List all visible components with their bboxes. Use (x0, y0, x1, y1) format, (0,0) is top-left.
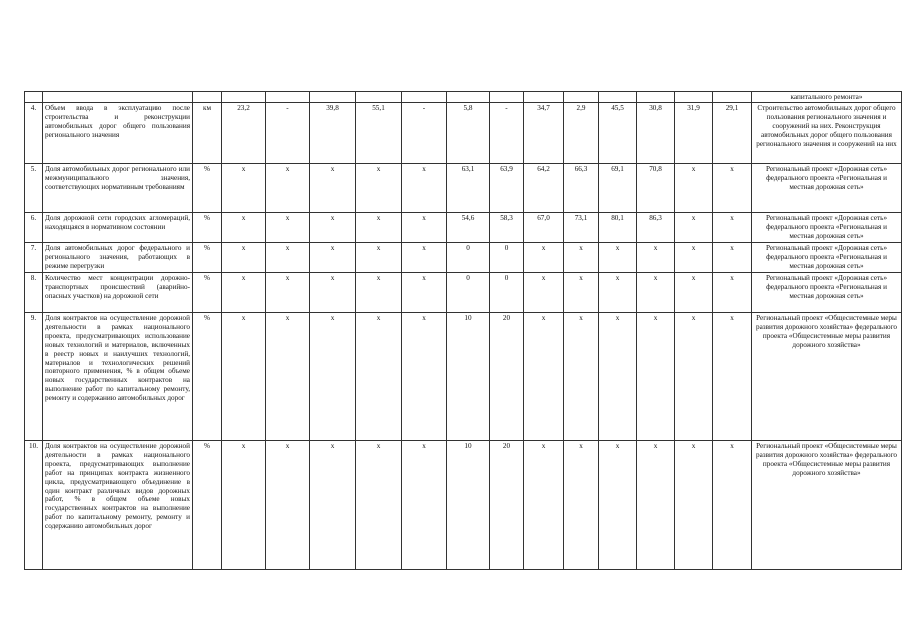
source-cell: Региональный проект «Общесистемные меры развития дорожного хозяйства» федерального проекта «Общесистемные меры развития дорожного хозяйства» (752, 441, 902, 570)
value-cell: x (266, 243, 310, 273)
value-cell: x (564, 313, 599, 441)
value-cell: x (356, 313, 402, 441)
value-cell: 58,3 (490, 213, 524, 243)
value-cell: x (266, 213, 310, 243)
value-cell: 80,1 (599, 213, 637, 243)
value-cell: x (222, 243, 266, 273)
unit-cell: км (193, 103, 222, 164)
value-cell: x (713, 164, 752, 213)
unit-cell: % (193, 313, 222, 441)
indicator-name-cell: Количество мест концентрации дорожно-транспортных происшествий (аварийно-опасных участков) на дорожной сети (43, 273, 193, 313)
value-cell: 67,0 (524, 213, 564, 243)
value-cell: - (490, 103, 524, 164)
value-cell: x (713, 441, 752, 570)
value-cell: x (222, 213, 266, 243)
value-cell: x (356, 273, 402, 313)
indicator-name-cell: Доля автомобильных дорог федерального и регионального значения, работающих в режиме перегрузки (43, 243, 193, 273)
value-cell: x (713, 273, 752, 313)
row-number-cell: 7. (25, 243, 43, 273)
value-cell: 0 (447, 243, 490, 273)
value-cell: x (599, 441, 637, 570)
value-cell: x (675, 273, 713, 313)
value-cell: - (402, 103, 447, 164)
value-cell: x (524, 441, 564, 570)
value-cell: 23,2 (222, 103, 266, 164)
value-cell: x (564, 273, 599, 313)
value-cell: x (564, 441, 599, 570)
value-cell: 45,5 (599, 103, 637, 164)
value-cell: x (310, 213, 356, 243)
value-cell: x (564, 243, 599, 273)
value-cell: x (637, 313, 675, 441)
source-cell: Региональный проект «Дорожная сеть» федерального проекта «Региональная и местная дорожная сеть» (752, 243, 902, 273)
indicator-name-cell: Доля дорожной сети городских агломераций, находящаяся в нормативном состоянии (43, 213, 193, 243)
source-cell: Региональный проект «Дорожная сеть» федерального проекта «Региональная и местная дорожная сеть» (752, 164, 902, 213)
table-row (25, 92, 902, 103)
value-cell: x (266, 441, 310, 570)
value-cell: x (222, 273, 266, 313)
value-cell: x (266, 313, 310, 441)
value-cell: 86,3 (637, 213, 675, 243)
row-number-cell: 4. (25, 103, 43, 164)
value-cell: x (402, 164, 447, 213)
value-cell: 39,8 (310, 103, 356, 164)
value-cell: 54,6 (447, 213, 490, 243)
value-cell: 0 (490, 243, 524, 273)
row-number-cell: 6. (25, 213, 43, 243)
value-cell: x (599, 273, 637, 313)
row-number-cell: 8. (25, 273, 43, 313)
indicators-table (24, 91, 902, 570)
table-row (25, 313, 902, 441)
value-cell: x (599, 243, 637, 273)
value-cell: 63,1 (447, 164, 490, 213)
value-cell: x (402, 273, 447, 313)
source-cell: Строительство автомобильных дорог общего пользования регионального значения и сооружений на них. Реконструкция автомобильных дорог общего пользования регионального значения и сооружений на них (752, 103, 902, 164)
table-row (25, 213, 902, 243)
row-number-cell: 10. (25, 441, 43, 570)
value-cell: x (356, 441, 402, 570)
value-cell: x (402, 213, 447, 243)
source-cell: Региональный проект «Дорожная сеть» федерального проекта «Региональная и местная дорожная сеть» (752, 273, 902, 313)
indicator-name-cell: Доля контрактов на осуществление дорожной деятельности в рамках национального проекта, предусматривающих использование новых технологий и материалов, включенных в реестр новых и наилучших технологий, материалов и технологических решений повторного применения, % в общем объеме новых государственных контрактов на выполнение работ по капитальному ремонту, ремонту и содержанию автомобильных дорог (43, 313, 193, 441)
value-cell: 5,8 (447, 103, 490, 164)
value-cell: 73,1 (564, 213, 599, 243)
value-cell: 70,8 (637, 164, 675, 213)
source-cell: Региональный проект «Общесистемные меры развития дорожного хозяйства» федерального проекта «Общесистемные меры развития дорожного хозяйства» (752, 313, 902, 441)
value-cell: x (310, 273, 356, 313)
value-cell: x (356, 164, 402, 213)
value-cell: 66,3 (564, 164, 599, 213)
value-cell: x (266, 273, 310, 313)
value-cell: x (402, 441, 447, 570)
value-cell: 29,1 (713, 103, 752, 164)
value-cell: 10 (447, 313, 490, 441)
value-cell: - (266, 103, 310, 164)
table-row (25, 441, 902, 570)
value-cell: 0 (490, 273, 524, 313)
value-cell: x (637, 273, 675, 313)
value-cell: 30,8 (637, 103, 675, 164)
value-cell: x (310, 243, 356, 273)
table-row (25, 164, 902, 213)
value-cell: 34,7 (524, 103, 564, 164)
value-cell: x (402, 313, 447, 441)
value-cell: 55,1 (356, 103, 402, 164)
value-cell: x (675, 313, 713, 441)
value-cell: x (675, 213, 713, 243)
table-row (25, 243, 902, 273)
value-cell: 10 (447, 441, 490, 570)
value-cell: x (637, 441, 675, 570)
value-cell: x (222, 164, 266, 213)
value-cell: x (310, 164, 356, 213)
value-cell: x (675, 441, 713, 570)
source-cell: капитального ремонта» (752, 92, 902, 103)
row-number-cell: 9. (25, 313, 43, 441)
unit-cell: % (193, 213, 222, 243)
value-cell: x (402, 243, 447, 273)
value-cell: x (599, 313, 637, 441)
value-cell: x (356, 243, 402, 273)
value-cell: x (310, 313, 356, 441)
value-cell: x (675, 164, 713, 213)
value-cell: x (524, 313, 564, 441)
value-cell: x (713, 243, 752, 273)
value-cell: x (222, 313, 266, 441)
value-cell: 63,9 (490, 164, 524, 213)
table-row (25, 273, 902, 313)
unit-cell: % (193, 441, 222, 570)
value-cell: 69,1 (599, 164, 637, 213)
indicator-name-cell: Доля автомобильных дорог регионального или межмуниципального значения, соответствующих нормативным требованиям (43, 164, 193, 213)
value-cell: 31,9 (675, 103, 713, 164)
value-cell: x (675, 243, 713, 273)
indicator-name-cell: Объем ввода в эксплуатацию после строительства и реконструкции автомобильных дорог общего пользования регионального значения (43, 103, 193, 164)
value-cell: 20 (490, 441, 524, 570)
source-cell: Региональный проект «Дорожная сеть» федерального проекта «Региональная и местная дорожная сеть» (752, 213, 902, 243)
row-number-cell: 5. (25, 164, 43, 213)
value-cell: 2,9 (564, 103, 599, 164)
value-cell: x (266, 164, 310, 213)
value-cell: x (310, 441, 356, 570)
unit-cell: % (193, 164, 222, 213)
unit-cell: % (193, 273, 222, 313)
value-cell: 0 (447, 273, 490, 313)
value-cell: x (222, 441, 266, 570)
table-row (25, 103, 902, 164)
value-cell: x (524, 243, 564, 273)
value-cell: 20 (490, 313, 524, 441)
value-cell: x (713, 313, 752, 441)
indicator-name-cell: Доля контрактов на осуществление дорожной деятельности в рамках национального проекта, предусматривающих выполнение работ на принципах контракта жизненного цикла, предусматривающего объединение в один контракт различных видов дорожных работ, % в общем объеме новых государственных контрактов на выполнение работ по капитальному ремонту, ремонту и содержанию автомобильных дорог (43, 441, 193, 570)
unit-cell: % (193, 243, 222, 273)
value-cell: x (713, 213, 752, 243)
value-cell: x (524, 273, 564, 313)
value-cell: x (637, 243, 675, 273)
value-cell: 64,2 (524, 164, 564, 213)
value-cell: x (356, 213, 402, 243)
